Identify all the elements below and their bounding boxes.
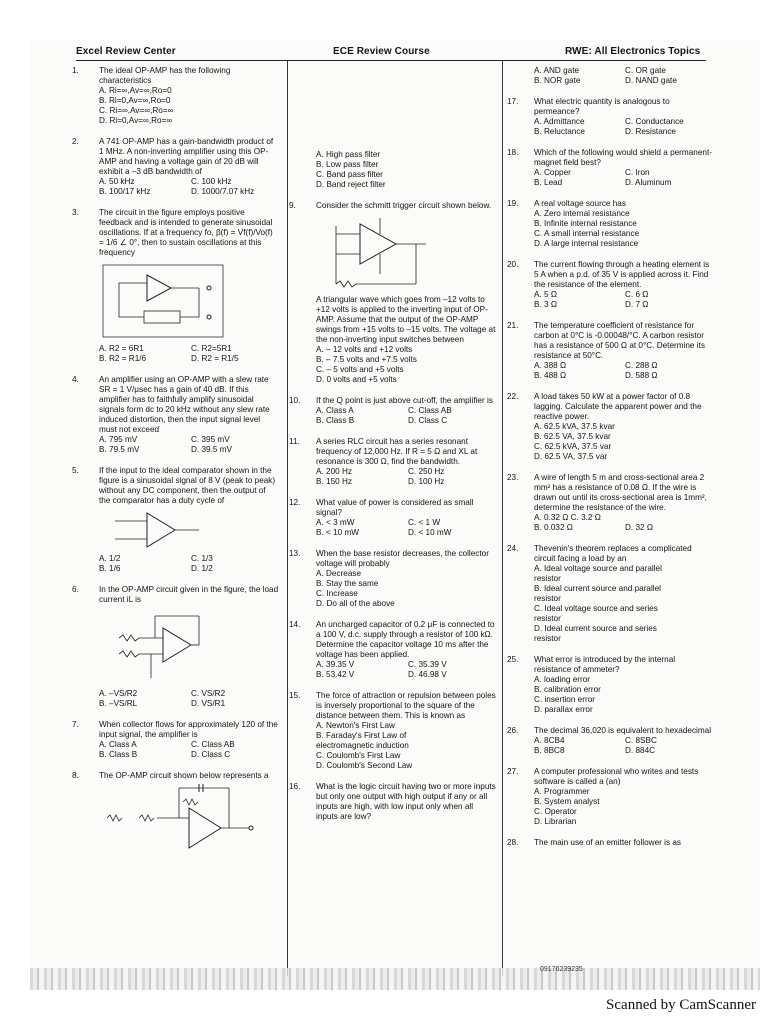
- answer-choice: A. Zero internal resistance: [534, 209, 630, 218]
- question: [507, 260, 712, 310]
- phone-number: 09176239235: [540, 966, 583, 973]
- answer-choice: D. 1000/7.07 kHz: [191, 187, 255, 196]
- question-number: 14.: [289, 620, 301, 629]
- answer-choice: B. Reluctance: [534, 127, 585, 136]
- answer-choice: A. 39.35 V: [316, 660, 355, 669]
- answer-choices: [316, 518, 496, 538]
- answer-choice: C. OR gate: [625, 66, 666, 75]
- answer-choice: A. R2 = 6R1: [99, 344, 144, 353]
- answer-choice: B. Faraday's First Law of: [316, 731, 407, 740]
- answer-choice: C. 35.39 V: [408, 660, 447, 669]
- answer-choices: [316, 660, 496, 680]
- question-text: The decimal 36,020 is equivalent to hexadecimal: [534, 726, 712, 735]
- answer-choice: D. 0 volts and +5 volts: [316, 375, 397, 384]
- answer-choice: B. Ri=0,Av=∞,Ro=0: [99, 96, 171, 105]
- question: [507, 392, 712, 462]
- answer-choice: B. 79.5 mV: [99, 445, 140, 454]
- answer-choice: D. Ri=0,Av=∞,Ro=∞: [99, 116, 173, 125]
- question-text: A 741 OP-AMP has a gain-bandwidth product of 1 MHz. A non-inverting amplifier using this OP-AMP and having a voltage gain of 20 dB will exhibit a –3 dB bandwidth of: [99, 137, 274, 176]
- question: [507, 655, 712, 715]
- answer-choice: A. Copper: [534, 168, 571, 177]
- answer-choice: [625, 513, 712, 523]
- question-number: 16.: [289, 782, 301, 791]
- question-number: 15.: [289, 691, 301, 700]
- answer-choice: D. parallax error: [534, 705, 593, 714]
- question: [289, 620, 496, 680]
- answer-choice: A. Admittance: [534, 117, 585, 126]
- question-text: Consider the schmitt trigger circuit shown below.: [316, 201, 492, 210]
- answer-choice: D. < 10 mW: [408, 528, 452, 537]
- answer-choices: [534, 290, 712, 310]
- question-number: 23.: [507, 473, 519, 482]
- question-number: 8.: [72, 771, 79, 780]
- header-center: ECE Review Course: [333, 46, 430, 57]
- question-number: 18.: [507, 148, 519, 157]
- question: [72, 137, 279, 197]
- answer-choices: [534, 675, 712, 715]
- answer-choice: B. Class B: [99, 750, 138, 759]
- answer-choice: D. NAND gate: [625, 76, 677, 85]
- answer-choices: [534, 736, 712, 756]
- question-number: 9.: [289, 201, 296, 210]
- oscillator-circuit-figure: [99, 261, 229, 341]
- column-divider-2: [502, 61, 503, 976]
- question: [72, 585, 279, 709]
- load-current-circuit-figure: [99, 608, 219, 686]
- question-number: 3.: [72, 208, 79, 217]
- question: [507, 473, 712, 533]
- answer-choice: C. 62.5 kVA, 37.5 var: [534, 442, 612, 451]
- question: [507, 148, 712, 188]
- answer-choices: [99, 344, 279, 364]
- question-text: What is the logic circuit having two or more inputs but only one output with high output if any or all inputs are high, with low input only when all inputs are low?: [316, 782, 496, 821]
- question: [72, 720, 279, 760]
- answer-choice: A. Newton's First Law: [316, 721, 395, 730]
- question: [507, 838, 712, 848]
- answer-choices: [534, 564, 712, 644]
- answer-choice: D. 46.98 V: [408, 670, 447, 679]
- question: [507, 767, 712, 827]
- answer-choice: B. Stay the same: [316, 579, 379, 588]
- answer-choice: A. 388 Ω: [534, 361, 567, 370]
- header-left: Excel Review Center: [76, 46, 176, 57]
- answer-choices: [99, 177, 279, 197]
- question: [507, 97, 712, 137]
- question: [289, 549, 496, 609]
- answer-choice: C. 8SBC: [625, 736, 657, 745]
- answer-choice: B. 100/17 kHz: [99, 187, 151, 196]
- answer-choice: D. 1/2: [191, 564, 213, 573]
- question-text: The ideal OP-AMP has the following characteristics: [99, 66, 231, 85]
- answer-choice: C. Increase: [316, 589, 358, 598]
- answer-choice: D. Resistance: [625, 127, 676, 136]
- question-text: A real voltage source has: [534, 199, 626, 208]
- answer-choice: C. R2=5R1: [191, 344, 232, 353]
- question-text: Thevenin's theorem replaces a complicated circuit facing a load by an: [534, 544, 692, 563]
- answer-choice: A. 200 Hz: [316, 467, 352, 476]
- answer-choice: C. 288 Ω: [625, 361, 658, 370]
- answer-choice: B. 53.42 V: [316, 670, 355, 679]
- question-text: Which of the following would shield a permanent- magnet field best?: [534, 148, 712, 167]
- question: [507, 544, 712, 644]
- answer-choice: D. R2 = R1/5: [191, 354, 239, 363]
- question-text: A computer professional who writes and tests software is called a (an): [534, 767, 699, 786]
- answer-choice: B. 0.032 Ω: [534, 523, 573, 532]
- answer-choice: A. loading error: [534, 675, 590, 684]
- answer-choice: resistor: [534, 594, 561, 603]
- question-text: What error is introduced by the internal resistance of ammeter?: [534, 655, 676, 674]
- question-number: 2.: [72, 137, 79, 146]
- answer-choice: B. System analyst: [534, 797, 600, 806]
- question-number: 12.: [289, 498, 301, 507]
- answer-choice: C. < 1 W: [408, 518, 441, 527]
- answer-choice: D. 884C: [625, 746, 656, 755]
- answer-choice: B. Lead: [534, 178, 563, 187]
- question: [289, 498, 496, 538]
- answer-choice: A. 0.32 Ω C. 3.2 Ω: [534, 513, 601, 522]
- answer-choice: D. 588 Ω: [625, 371, 658, 380]
- answer-choices: [534, 787, 712, 827]
- question-text: An uncharged capacitor of 0.2 μF is connected to a 100 V, d.c. supply through a resistor of 100 kΩ. Determine the capacitor voltage 10 ms after the voltage has been applied.: [316, 620, 495, 659]
- question-text: The temperature coefficient of resistance for carbon at 0°C is -0.00048/°C. A carbon resistor has a resistance of 500 Ω at 0°C. Determine its resistance at 50°C.: [534, 321, 705, 360]
- answer-choice: A. Ri=∞,Av=∞,Ro=0: [99, 86, 172, 95]
- question-number: 13.: [289, 549, 301, 558]
- answer-choice: C. Operator: [534, 807, 577, 816]
- answer-choices: [534, 422, 712, 462]
- answer-choice: A. Class A: [316, 406, 354, 415]
- answer-choice: resistor: [534, 614, 561, 623]
- answer-choice: C. 100 kHz: [191, 177, 232, 186]
- question: [289, 396, 496, 426]
- answer-choice: D. 32 Ω: [625, 523, 653, 532]
- question-number: 7.: [72, 720, 79, 729]
- question-number: 26.: [507, 726, 519, 735]
- answer-choice: C. Iron: [625, 168, 650, 177]
- answer-choice: D. Librarian: [534, 817, 577, 826]
- column-1: [72, 66, 279, 875]
- question-text: A load takes 50 kW at a power factor of 0.8 lagging. Calculate the apparent power and the reactive power.: [534, 392, 702, 421]
- question-number: 4.: [72, 375, 79, 384]
- question: [507, 199, 712, 249]
- answer-choices: [534, 513, 712, 533]
- answer-choice: electromagnetic induction: [316, 741, 409, 750]
- answer-choice: B. 150 Hz: [316, 477, 352, 486]
- answer-choice: B. –VS/RL: [99, 699, 138, 708]
- answer-choice: D. 100 Hz: [408, 477, 445, 486]
- answer-choice: D. Band reject filter: [316, 180, 386, 189]
- question: [507, 321, 712, 381]
- answer-choice: B. Infinite internal resistance: [534, 219, 637, 228]
- header-right: RWE: All Electronics Topics: [565, 46, 701, 57]
- answer-choice: B. Class B: [316, 416, 355, 425]
- header-rule: [76, 60, 706, 61]
- question: [534, 66, 712, 86]
- question: [72, 208, 279, 364]
- question: [316, 150, 496, 190]
- answer-choice: B. < 10 mW: [316, 528, 359, 537]
- answer-choices: [99, 689, 279, 709]
- question-text: When collector flows for approximately 120 of the input signal, the amplifier is: [99, 720, 278, 739]
- answer-choices: [316, 569, 496, 609]
- question-number: 6.: [72, 585, 79, 594]
- question-text: The current flowing through a heating element is 5 A when a p.d. of 35 V is applied across it. Find the resistance of the element.: [534, 260, 710, 289]
- answer-choice: A. Decrease: [316, 569, 362, 578]
- scan-artifact-bottom: [30, 968, 760, 990]
- answer-choice: A. AND gate: [534, 66, 580, 75]
- answer-choice: D. Class C: [191, 750, 231, 759]
- answer-choice: C. – 5 volts and +5 volts: [316, 365, 404, 374]
- column-divider-1: [287, 61, 288, 976]
- answer-choices: [99, 86, 279, 126]
- question-number: 27.: [507, 767, 519, 776]
- answer-choice: B. 62.5 VA, 37.5 kvar: [534, 432, 611, 441]
- question: [72, 771, 279, 864]
- answer-choice: resistor: [534, 574, 561, 583]
- answer-choices: [316, 467, 496, 487]
- question: [72, 375, 279, 455]
- question-text: When the base resistor decreases, the collector voltage will probably: [316, 549, 489, 568]
- comparator-figure: [99, 509, 219, 551]
- answer-choice: B. 1/6: [99, 564, 121, 573]
- answer-choice: C. 250 Hz: [408, 467, 445, 476]
- answer-choice: B. 8BC8: [534, 746, 565, 755]
- answer-choice: A. Class A: [99, 740, 137, 749]
- camscanner-watermark: Scanned by CamScanner: [606, 997, 756, 1013]
- question-text: What electric quantity is analogous to permeance?: [534, 97, 670, 116]
- answer-choice: D. 7 Ω: [625, 300, 649, 309]
- answer-choice: A. 1/2: [99, 554, 121, 563]
- answer-choice: C. 395 mV: [191, 435, 230, 444]
- answer-choice: D. 62.5 VA, 37.5 var: [534, 452, 608, 461]
- question-number: 1.: [72, 66, 79, 75]
- answer-choices: [534, 361, 712, 381]
- question-text: If the input to the ideal comparator shown in the figure is a sinusoidal signal of 8 V (peak to peak) without any DC component, then the output of the comparator has a duty cycle of: [99, 466, 276, 505]
- answer-choice: C. Band pass filter: [316, 170, 383, 179]
- answer-choice: B. NOR gate: [534, 76, 581, 85]
- answer-choice: B. 488 Ω: [534, 371, 567, 380]
- answer-choice: A. Programmer: [534, 787, 590, 796]
- answer-choice: resistor: [534, 634, 561, 643]
- answer-choice: D. VS/R1: [191, 699, 226, 708]
- question-number: 11.: [289, 437, 300, 446]
- question-number: 24.: [507, 544, 519, 553]
- answer-choice: A. 50 kHz: [99, 177, 135, 186]
- question-number: 21.: [507, 321, 519, 330]
- answer-choice: A. High pass filter: [316, 150, 381, 159]
- answer-choice: B. – 7.5 volts and +7.5 volts: [316, 355, 417, 364]
- column-2: [289, 150, 496, 833]
- answer-choice: C. insertion error: [534, 695, 595, 704]
- question-number: 20.: [507, 260, 519, 269]
- answer-choices: [316, 345, 496, 385]
- answer-choices: [99, 740, 279, 760]
- answer-choices: [534, 168, 712, 188]
- question-text: In the OP-AMP circuit given in the figure, the load current iL is: [99, 585, 279, 604]
- question-number: 22.: [507, 392, 519, 401]
- answer-choice: D. Class C: [408, 416, 448, 425]
- question-text-continued: A triangular wave which goes from –12 volts to +12 volts is applied to the inverting input of OP-AMP. Assume that the output of the OP-AMP swings from +15 volts to –15 volts. The voltage at the non-inverting input switches between: [316, 295, 496, 344]
- answer-choice: C. 1/3: [191, 554, 213, 563]
- question-text: What value of power is considered as small signal?: [316, 498, 474, 517]
- question-text: The main use of an emitter follower is as: [534, 838, 681, 847]
- question-text: The circuit in the figure employs positive feedback and is intended to generate sinusoidal oscillations. If at a frequency fo, β(f) = Vf(f)/Vo(f) = 1/6 ∠ 0°, then to sustain oscillations at this frequency: [99, 208, 273, 257]
- answer-choice: C. Conductance: [625, 117, 684, 126]
- answer-choice: C. Class AB: [191, 740, 235, 749]
- answer-choice: C. Coulomb's First Law: [316, 751, 401, 760]
- answer-choice: D. Ideal current source and series: [534, 624, 657, 633]
- question-text: An amplifier using an OP-AMP with a slew rate SR = 1 V/μsec has a gain of 40 dB. If this amplifier has to faithfully amplify sinusoidal signals form dc to 20 kHz without any slew rate induced distortion, then the input signal level must not exceed: [99, 375, 270, 434]
- answer-choice: A. 5 Ω: [534, 290, 557, 299]
- question-number: 25.: [507, 655, 519, 664]
- question-text: A wire of length 5 m and cross-sectional area 2 mm² has a resistance of 0.08 Ω. If the wire is drawn out until its cross-sectional area is 1mm², determine the resistance of the wire.: [534, 473, 707, 512]
- answer-choice: D. 39.5 mV: [191, 445, 232, 454]
- question-number: 28.: [507, 838, 519, 847]
- question-number: 19.: [507, 199, 519, 208]
- question: [289, 201, 496, 385]
- answer-choice: B. Low pass filter: [316, 160, 379, 169]
- schmitt-trigger-figure: [316, 214, 466, 292]
- question-text: If the Q point is just above cut-off, the amplifier is: [316, 396, 493, 405]
- answer-choices: [316, 150, 496, 190]
- answer-choices: [534, 209, 712, 249]
- answer-choice: C. Class AB: [408, 406, 452, 415]
- answer-choice: B. calibration error: [534, 685, 601, 694]
- answer-choice: B. 3 Ω: [534, 300, 557, 309]
- question-text: The OP-AMP circuit shown below represents a: [99, 771, 269, 780]
- answer-choice: A. Ideal voltage source and parallel: [534, 564, 662, 573]
- answer-choice: D. A large internal resistance: [534, 239, 639, 248]
- question: [72, 466, 279, 574]
- question-text: A series RLC circuit has a series resonant frequency of 12,000 Hz. If R = 5 Ω and XL at resonance is 300 Ω, find the bandwidth.: [316, 437, 478, 466]
- question-text: The force of attraction or repulsion between poles is inversely proportional to the square of the distance between them. This is known as: [316, 691, 496, 720]
- answer-choice: A. 795 mV: [99, 435, 138, 444]
- column-3: [507, 66, 712, 859]
- answer-choice: C. 6 Ω: [625, 290, 649, 299]
- answer-choice: B. Ideal current source and parallel: [534, 584, 661, 593]
- question: [289, 437, 496, 487]
- question: [289, 782, 496, 822]
- answer-choice: A. 62.5 kVA, 37.5 kvar: [534, 422, 615, 431]
- answer-choice: C. Ideal voltage source and series: [534, 604, 658, 613]
- answer-choices: [316, 721, 496, 771]
- answer-choice: A. –VS/R2: [99, 689, 138, 698]
- question: [72, 66, 279, 126]
- answer-choice: D. Aluminum: [625, 178, 672, 187]
- answer-choice: A. 8CB4: [534, 736, 565, 745]
- answer-choices: [534, 66, 712, 86]
- answer-choice: C. VS/R2: [191, 689, 226, 698]
- question-number: 5.: [72, 466, 79, 475]
- answer-choices: [534, 117, 712, 137]
- answer-choice: C. Ri=∞,Av=∞,Ro=∞: [99, 106, 174, 115]
- answer-choice: B. R2 = R1/6: [99, 354, 147, 363]
- answer-choice: A. – 12 volts and +12 volts: [316, 345, 413, 354]
- filter-circuit-figure: [99, 784, 269, 864]
- answer-choice: D. Do all of the above: [316, 599, 395, 608]
- question-number: 10.: [289, 396, 301, 405]
- answer-choices: [99, 435, 279, 455]
- question-number: 17.: [507, 97, 519, 106]
- question: [289, 691, 496, 771]
- answer-choice: C. A small internal resistance: [534, 229, 640, 238]
- answer-choice: D. Coulomb's Second Law: [316, 761, 413, 770]
- answer-choices: [316, 406, 496, 426]
- question: [507, 726, 712, 756]
- answer-choices: [99, 554, 279, 574]
- answer-choice: A. < 3 mW: [316, 518, 355, 527]
